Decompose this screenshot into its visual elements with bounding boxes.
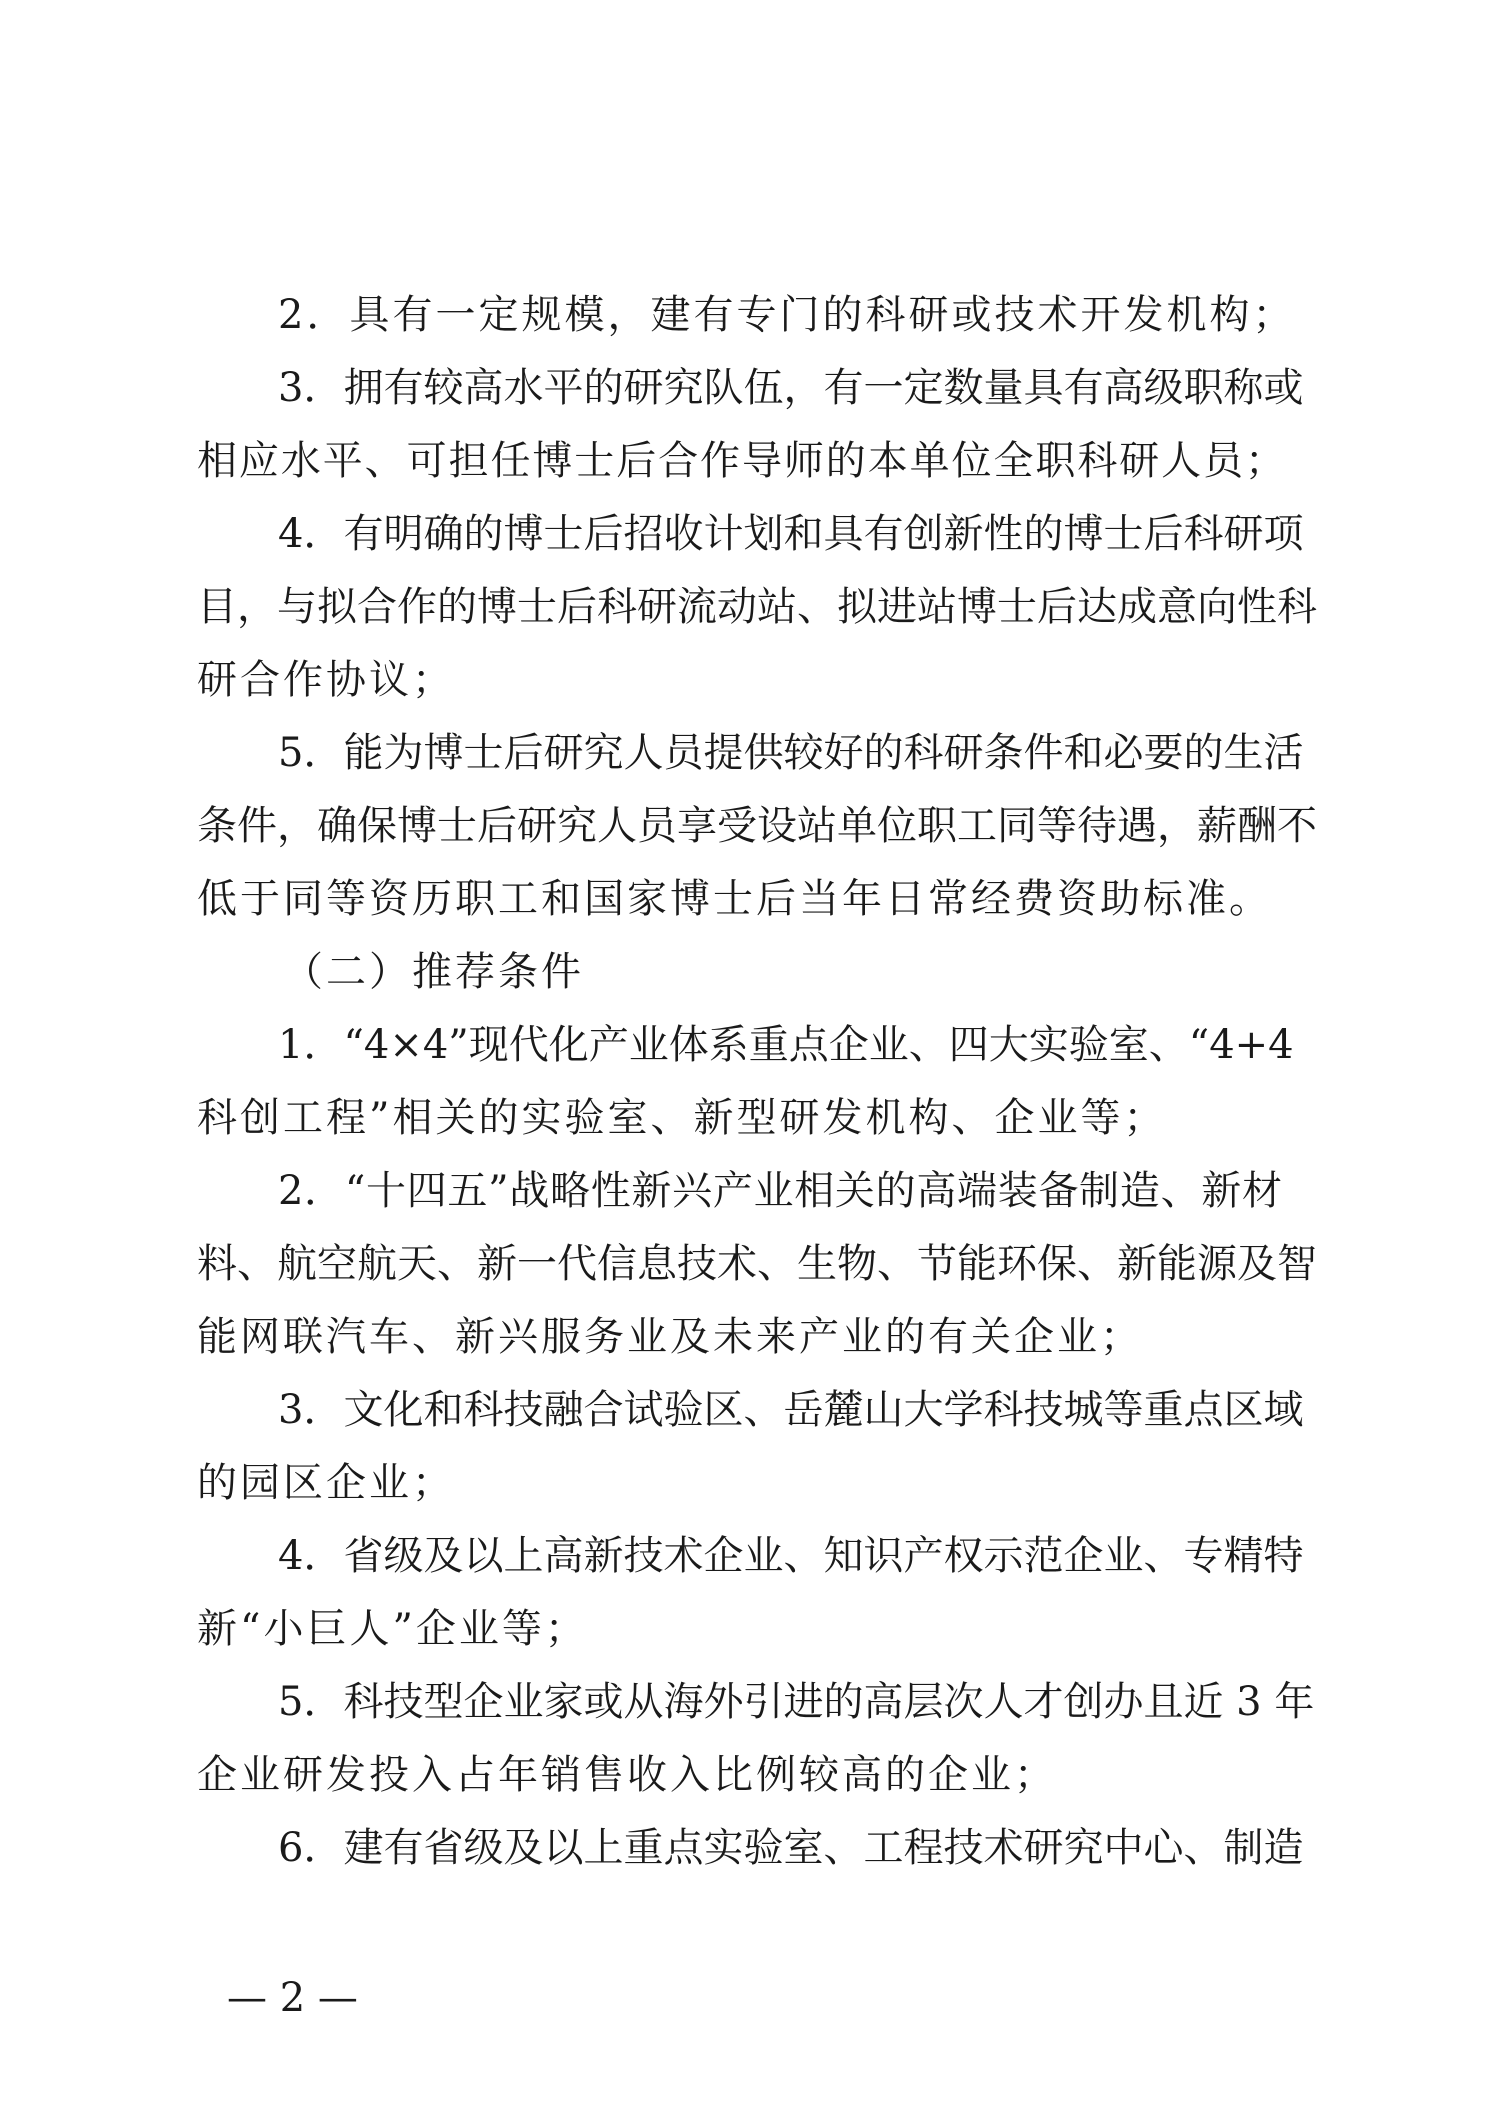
text-line: 5．能为博士后研究人员提供较好的科研条件和必要的生活 bbox=[278, 730, 1304, 776]
text-line: 新“小巨人”企业等； bbox=[197, 1606, 588, 1652]
text-line: 料、航空航天、新一代信息技术、生物、节能环保、新能源及智 bbox=[197, 1241, 1317, 1287]
text-line: 4．省级及以上高新技术企业、知识产权示范企业、专精特 bbox=[278, 1533, 1304, 1579]
text-line: 条件，确保博士后研究人员享受设站单位职工同等待遇，薪酬不 bbox=[197, 803, 1317, 849]
text-line: 低于同等资历职工和国家博士后当年日常经费资助标准。 bbox=[197, 876, 1272, 922]
text-line: 4．有明确的博士后招收计划和具有创新性的博士后科研项 bbox=[278, 511, 1304, 557]
text-line: 2．“十四五”战略性新兴产业相关的高端装备制造、新材 bbox=[278, 1168, 1282, 1214]
text-line: 研合作协议； bbox=[197, 657, 455, 703]
page-number: — 2 — bbox=[227, 1975, 358, 2021]
text-line: 5．科技型企业家或从海外引进的高层次人才创办且近 3 年 bbox=[278, 1679, 1315, 1725]
text-line: 能网联汽车、新兴服务业及未来产业的有关企业； bbox=[197, 1314, 1143, 1360]
text-line: 企业研发投入占年销售收入比例较高的企业； bbox=[197, 1752, 1057, 1798]
text-line: 2．具有一定规模，建有专门的科研或技术开发机构； bbox=[278, 292, 1296, 338]
section-heading: （二）推荐条件 bbox=[283, 949, 584, 995]
text-line: 相应水平、可担任博士后合作导师的本单位全职科研人员； bbox=[197, 438, 1285, 484]
text-line: 目，与拟合作的博士后科研流动站、拟进站博士后达成意向性科 bbox=[197, 584, 1317, 630]
text-line: 3．拥有较高水平的研究队伍，有一定数量具有高级职称或 bbox=[278, 365, 1304, 411]
text-line: 3．文化和科技融合试验区、岳麓山大学科技城等重点区域 bbox=[278, 1387, 1304, 1433]
text-line: 6．建有省级及以上重点实验室、工程技术研究中心、制造 bbox=[278, 1825, 1304, 1871]
text-line: 的园区企业； bbox=[197, 1460, 455, 1506]
text-line: 1．“4×4”现代化产业体系重点企业、四大实验室、“4+4 bbox=[278, 1022, 1294, 1068]
text-line: 科创工程”相关的实验室、新型研发机构、企业等； bbox=[197, 1095, 1167, 1141]
